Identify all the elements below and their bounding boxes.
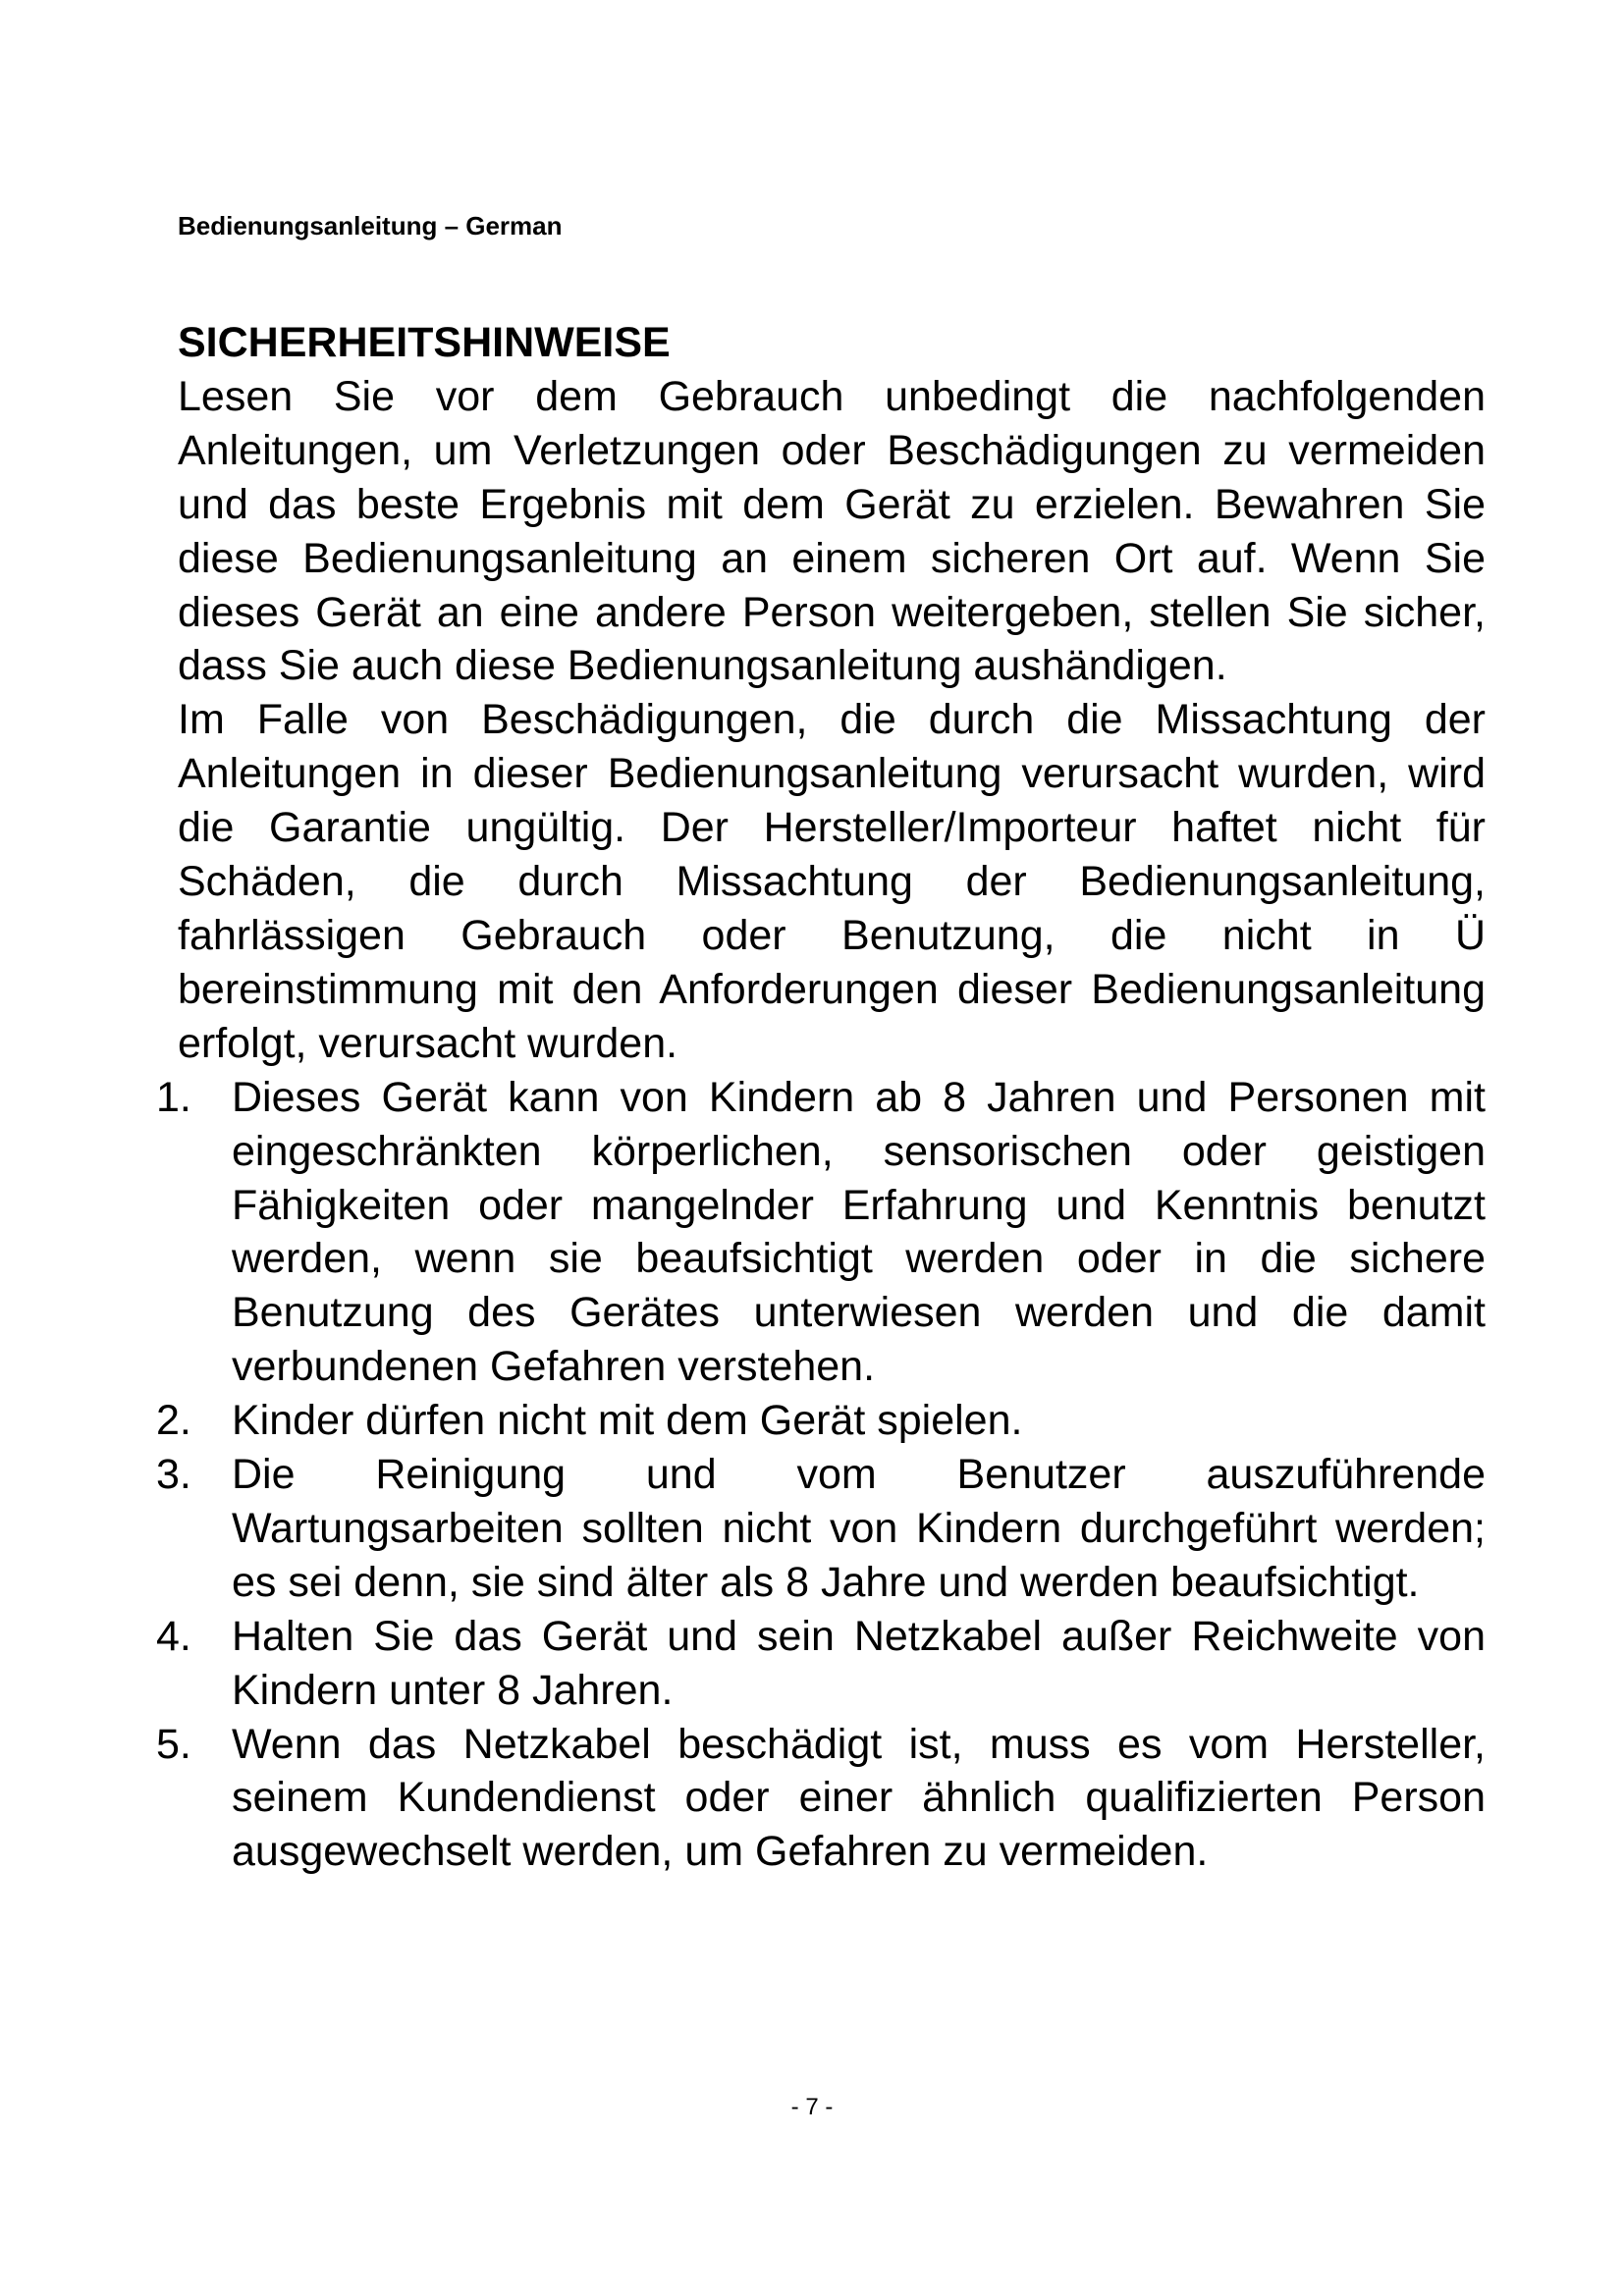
safety-list <box>156 1071 1486 1880</box>
safety-section <box>156 316 1486 1879</box>
section-title: SICHERHEITSHINWEISE <box>178 319 671 366</box>
list-item-number: 5. <box>156 1720 191 1768</box>
list-item-text: Wenn das Netzkabel beschädigt ist, muss es vom Hersteller, seinem Kundendienst oder einer ähnlich qualifizierten Person ausgewechselt werden, um Gefahren zu vermeiden. <box>232 1720 1486 1876</box>
list-item-text: Kinder dürfen nicht mit dem Gerät spielen. <box>232 1397 1023 1445</box>
warranty-paragraph: Im Falle von Beschädigungen, die durch die Missachtung der Anleitungen in dieser Bedienungsanleitung verursacht wurden, wird die Garantie ungültig. Der Hersteller/Importeur haftet nicht für Schäden, die durch Missachtung der Bedienungsanleitung, fahrlässigen Gebrauch oder Benutzung, die nicht in Ü bereinstimmung mit den Anforderungen dieser Bedienungsanleitung erfolgt, verursacht wurden. <box>178 696 1486 1067</box>
list-item <box>156 1394 1486 1448</box>
intro-paragraph: Lesen Sie vor dem Gebrauch unbedingt die nachfolgenden Anleitungen, um Verletzungen oder Beschädigungen zu vermeiden und das beste Ergebnis mit dem Gerät zu erzielen. Bewahren Sie diese Bedienungsanleitung an einem sicheren Ort auf. Wenn Sie dieses Gerät an eine andere Person weitergeben, stellen Sie sicher, dass Sie auch diese Bedienungsanleitung aushändigen. <box>178 372 1486 690</box>
list-item <box>156 1610 1486 1718</box>
page-header: Bedienungsanleitung – German <box>178 211 563 240</box>
list-item-number: 4. <box>156 1612 191 1660</box>
list-item <box>156 1718 1486 1880</box>
list-item-number: 2. <box>156 1397 191 1445</box>
list-item-number: 1. <box>156 1073 191 1121</box>
list-item <box>156 1448 1486 1610</box>
list-item-text: Halten Sie das Gerät und sein Netzkabel außer Reichweite von Kindern unter 8 Jahren. <box>232 1612 1486 1714</box>
list-item <box>156 1071 1486 1394</box>
page-number: - 7 - <box>790 2094 834 2120</box>
list-item-text: Die Reinigung und vom Benutzer auszuführende Wartungsarbeiten sollten nicht von Kindern durchgeführt werden; es sei denn, sie sind älter als 8 Jahre und werden beaufsichtigt. <box>232 1451 1486 1606</box>
list-item-text: Dieses Gerät kann von Kindern ab 8 Jahren und Personen mit eingeschränkten körperlichen, sensorischen oder geistigen Fähigkeiten oder mangelnder Erfahrung und Kenntnis benutzt werden, wenn sie beaufsichtigt werden oder in die sichere Benutzung des Gerätes unterwiesen werden und die damit verbundenen Gefahren verstehen. <box>232 1073 1486 1391</box>
list-item-number: 3. <box>156 1451 191 1499</box>
